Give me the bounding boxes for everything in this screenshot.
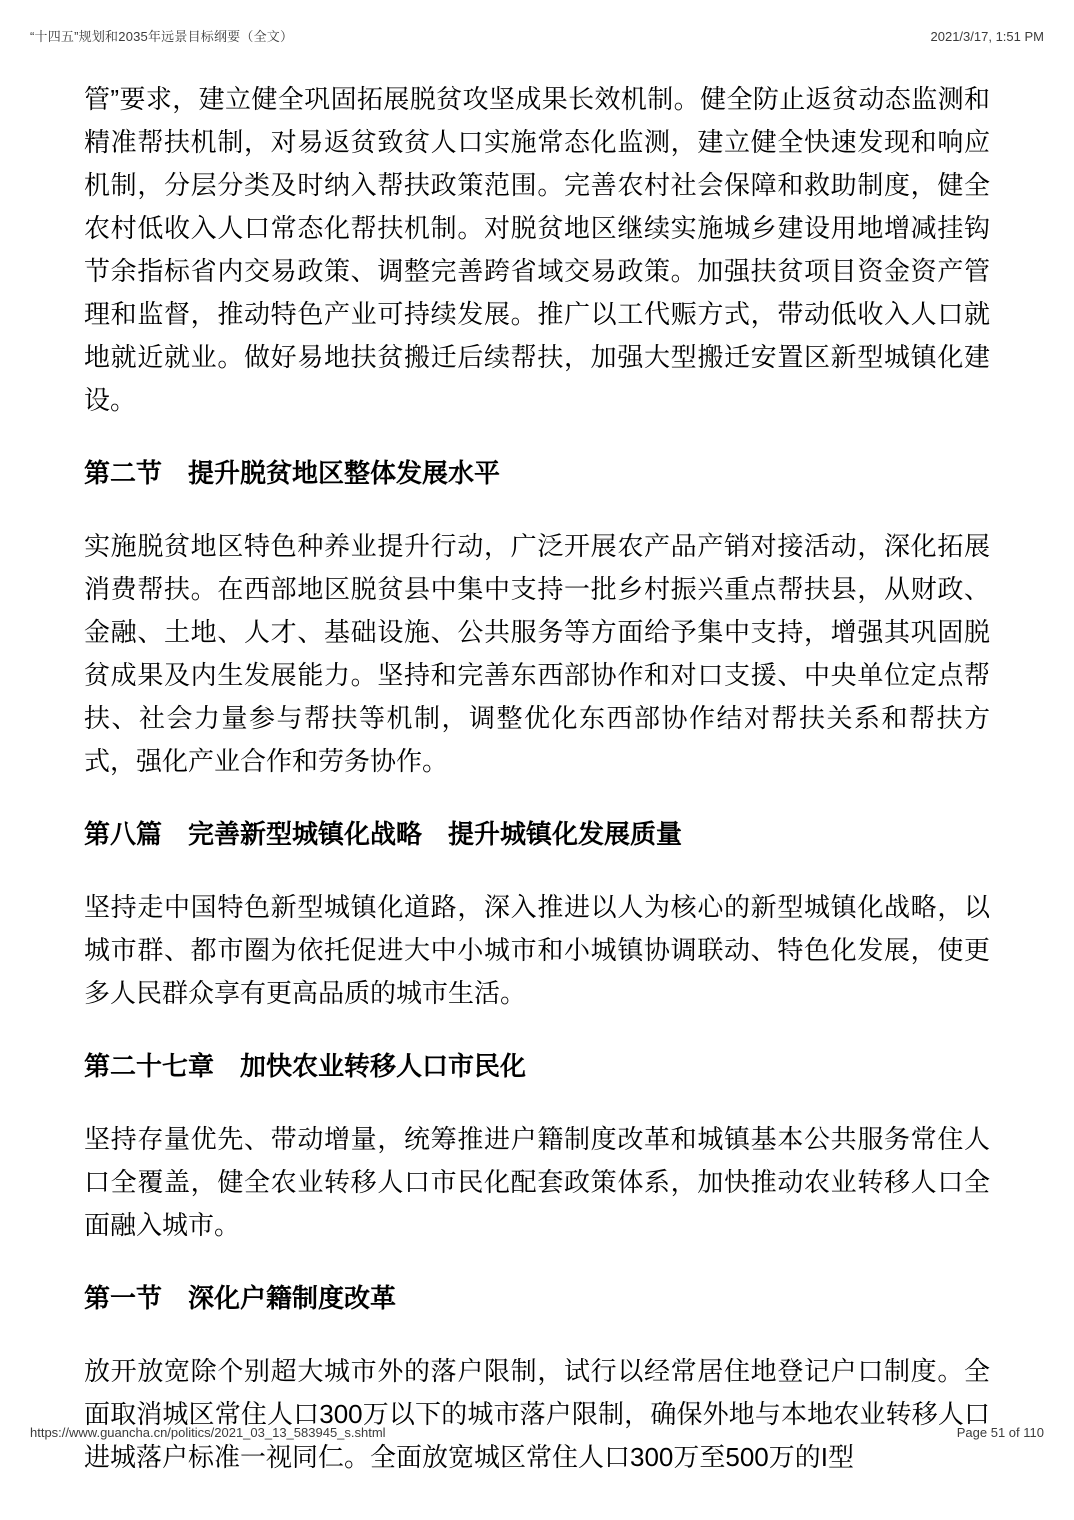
document-title: “十四五”规划和2035年远景目标纲要（全文） [30,29,294,44]
page-indicator: Page 51 of 110 [956,1425,1044,1440]
section-heading: 第二十七章 加快农业转移人口市民化 [84,1051,527,1081]
page-footer [30,1424,1044,1442]
body-paragraph: 坚持存量优先、带动增量，统筹推进户籍制度改革和城镇基本公共服务常住人口全覆盖，健全农业转移人口市民化配套政策体系，加快推动农业转移人口全面融入城市。 [84,1124,990,1240]
section-heading: 第一节 深化户籍制度改革 [84,1283,397,1313]
print-timestamp: 2021/3/17, 1:51 PM [930,29,1044,44]
document-body [0,46,1074,1479]
body-paragraph: 管”要求，建立健全巩固拓展脱贫攻坚成果长效机制。健全防止返贫动态监测和精准帮扶机制，对易返贫致贫人口实施常态化监测，建立健全快速发现和响应机制，分层分类及时纳入帮扶政策范围。完善农村社会保障和救助制度，健全农村低收入人口常态化帮扶机制。对脱贫地区继续实施城乡建设用地增减挂钩节余指标省内交易政策、调整完善跨省域交易政策。加强扶贫项目资金资产管理和监督，推动特色产业可持续发展。推广以工代赈方式，带动低收入人口就地就近就业。做好易地扶贫搬迁后续帮扶，加强大型搬迁安置区新型城镇化建设。 [84,84,990,415]
body-paragraph: 实施脱贫地区特色种养业提升行动，广泛开展农产品产销对接活动，深化拓展消费帮扶。在西部地区脱贫县中集中支持一批乡村振兴重点帮扶县，从财政、金融、土地、人才、基础设施、公共服务等方面给予集中支持，增强其巩固脱贫成果及内生发展能力。坚持和完善东西部协作和对口支援、中央单位定点帮扶、社会力量参与帮扶等机制，调整优化东西部协作结对帮扶关系和帮扶方式，强化产业合作和劳务协作。 [84,531,990,776]
body-paragraph: 放开放宽除个别超大城市外的落户限制，试行以经常居住地登记户口制度。全面取消城区常住人口300万以下的城市落户限制，确保外地与本地农业转移人口进城落户标准一视同仁。全面放宽城区常住人口300万至500万的I型 [84,1356,990,1472]
body-paragraph: 坚持走中国特色新型城镇化道路，深入推进以人为核心的新型城镇化战略，以城市群、都市圈为依托促进大中小城市和小城镇协调联动、特色化发展，使更多人民群众享有更高品质的城市生活。 [84,892,990,1008]
section-heading: 第二节 提升脱贫地区整体发展水平 [84,458,501,488]
source-url: https://www.guancha.cn/politics/2021_03_13_583945_s.shtml [30,1425,386,1440]
page-header [0,0,1074,46]
section-heading: 第八篇 完善新型城镇化战略 提升城镇化发展质量 [84,819,683,849]
